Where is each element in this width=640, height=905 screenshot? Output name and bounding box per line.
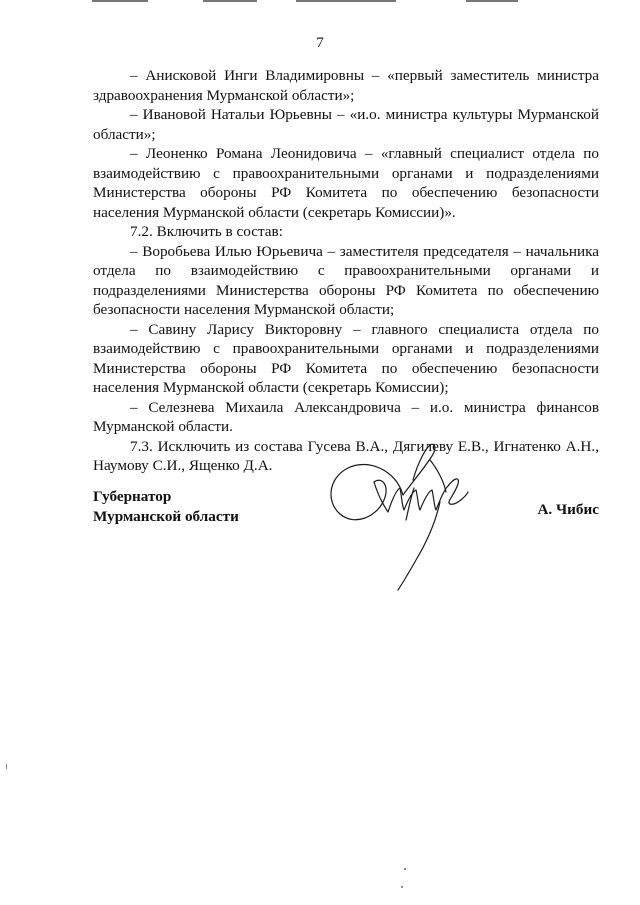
top-edge-line bbox=[92, 0, 148, 2]
signature-block bbox=[93, 487, 599, 607]
scan-speck bbox=[6, 764, 7, 769]
paragraph-exclude: 7.3. Исключить из состава Гусева В.А., Дягилеву Е.В., Игнатенко А.Н., Наумову С.И., Ященко Д.А. bbox=[93, 437, 599, 474]
paragraph-leonenko: – Леоненко Романа Леонидовича – «главный специалист отдела по взаимодействию с правоохранительными органами и подразделениями Министерства обороны РФ Комитета по обеспечению безопасности населения Мурманской области (секретарь Комиссии)». bbox=[93, 145, 599, 221]
page-number: 7 bbox=[316, 35, 324, 51]
scan-speck bbox=[404, 868, 406, 870]
signer-title-line2: Мурманской области bbox=[93, 507, 239, 525]
handwritten-signature bbox=[318, 440, 488, 600]
signer-title bbox=[93, 487, 239, 526]
paragraph-seleznev: – Селезнева Михаила Александровича – и.о. министра финансов Мурманской области. bbox=[93, 398, 599, 435]
top-edge-line bbox=[466, 0, 518, 2]
paragraph-ivanova: – Ивановой Натальи Юрьевны – «и.о. министра культуры Мурманской области»; bbox=[93, 106, 599, 143]
top-edge-line bbox=[296, 0, 396, 2]
scan-speck bbox=[401, 886, 403, 888]
signer-title-line1: Губернатор bbox=[93, 488, 172, 505]
paragraph-savina: – Савину Ларису Викторовну – главного специалиста отдела по взаимодействию с правоохранительными органами и подразделениями Министерства обороны РФ Комитета по обеспечению безопасности населения Мурманской области (секретарь Комиссии); bbox=[93, 320, 599, 396]
paragraph-vorobyev: – Воробьева Илью Юрьевича – заместителя председателя – начальника отдела по взаимодействию с правоохранительными органами и подразделениями Министерства обороны РФ Комитета по обеспечению безопасности населения Мурманской области; bbox=[93, 242, 599, 318]
top-edge-line bbox=[203, 0, 257, 2]
paragraph-include-heading: 7.2. Включить в состав: bbox=[130, 223, 283, 240]
signer-name: А. Чибис bbox=[537, 501, 599, 518]
document-body bbox=[93, 66, 599, 476]
paragraph-aniskova: – Анисковой Инги Владимировны – «первый заместитель министра здравоохранения Мурманской области»; bbox=[93, 67, 599, 104]
